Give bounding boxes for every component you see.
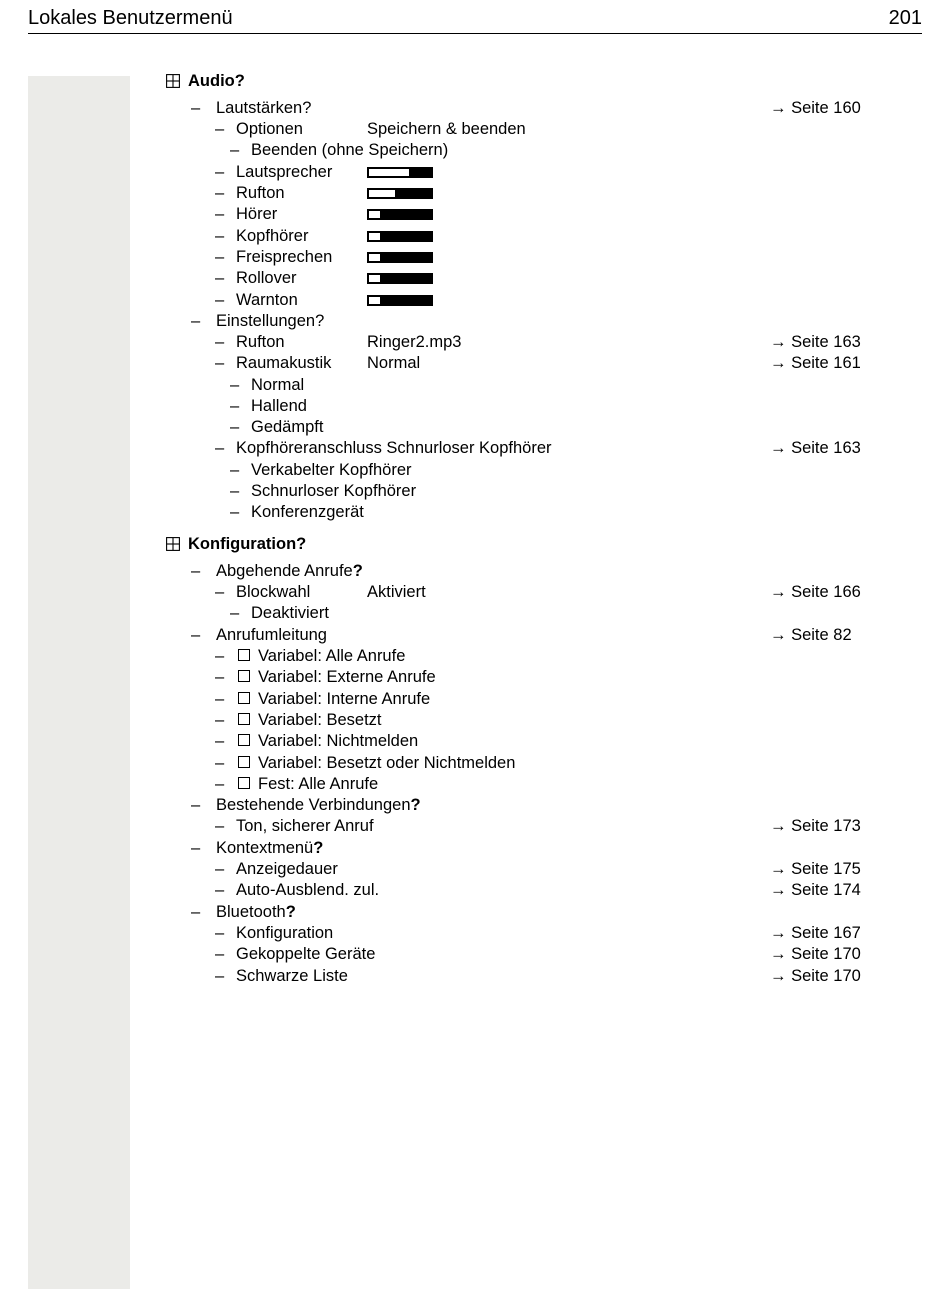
dash: – (215, 967, 225, 985)
dash: – (215, 333, 225, 351)
item-label: Variabel: Interne Anrufe (258, 690, 431, 708)
volume-bar-fill (369, 275, 380, 282)
volume-item-rufton[interactable] (0, 183, 950, 204)
dash: – (191, 312, 201, 330)
item-label: Deaktiviert (251, 604, 329, 622)
menu-item-bluetooth[interactable] (0, 902, 950, 923)
menu-item-anzeigedauer[interactable] (0, 859, 950, 880)
forward-option[interactable] (0, 667, 950, 688)
option-hallend[interactable] (0, 396, 950, 417)
dash: – (230, 418, 240, 436)
volume-bar-fill (369, 233, 380, 240)
item-label: Hörer (236, 205, 278, 223)
dash: – (215, 945, 225, 963)
item-label: Warnton (236, 291, 298, 309)
page-reference[interactable]: → Seite 174 (770, 881, 861, 899)
forward-option[interactable] (0, 646, 950, 667)
dash: – (230, 141, 240, 159)
item-label: Kopfhöreranschluss Schnurloser Kopfhörer (236, 439, 552, 457)
checkbox[interactable] (238, 756, 250, 768)
item-label: Bluetooth? (216, 903, 296, 921)
volume-item-warnton[interactable] (0, 290, 950, 311)
dash: – (191, 562, 201, 580)
item-label: Schwarze Liste (236, 967, 348, 985)
volume-item-rollover[interactable] (0, 268, 950, 289)
dash: – (191, 99, 201, 117)
option-konferenzgeraet[interactable] (0, 502, 950, 523)
volume-bar[interactable] (367, 188, 433, 199)
item-label: Konfiguration (236, 924, 334, 942)
item-label: Rollover (236, 269, 297, 287)
volume-bar[interactable] (367, 231, 433, 242)
dash: – (215, 163, 225, 181)
section-konfiguration[interactable] (0, 534, 950, 555)
volume-bar-fill (369, 211, 380, 218)
dash: – (191, 839, 201, 857)
dash: – (215, 860, 225, 878)
dash: – (215, 269, 225, 287)
volume-item-freisprechen[interactable] (0, 247, 950, 268)
item-label: Variabel: Alle Anrufe (258, 647, 406, 665)
item-label: Variabel: Besetzt (258, 711, 382, 729)
item-value: Ringer2.mp3 (367, 333, 462, 351)
forward-option[interactable] (0, 753, 950, 774)
volume-bar[interactable] (367, 167, 433, 178)
dash: – (230, 604, 240, 622)
item-label: Beenden (ohne Speichern) (251, 141, 449, 159)
dash: – (230, 461, 240, 479)
forward-option[interactable] (0, 731, 950, 752)
item-label: Abgehende Anrufe? (216, 562, 363, 580)
expand-plus-icon (166, 74, 180, 88)
dash: – (215, 817, 225, 835)
volume-item-kopfhoerer[interactable] (0, 226, 950, 247)
page-reference[interactable]: → Seite 161 (770, 354, 861, 372)
menu-item-anrufumleitung[interactable] (0, 625, 950, 646)
menu-item-einstellungen[interactable] (0, 311, 950, 332)
forward-option[interactable] (0, 774, 950, 795)
page-number: 201 (888, 7, 922, 29)
dash: – (191, 903, 201, 921)
volume-item-hoerer[interactable] (0, 204, 950, 225)
page-reference[interactable]: → Seite 175 (770, 860, 861, 878)
page-reference[interactable]: → Seite 166 (770, 583, 861, 601)
dash: – (215, 184, 225, 202)
page-reference[interactable]: → Seite 163 (770, 333, 861, 351)
checkbox[interactable] (238, 713, 250, 725)
option-gedaempft[interactable] (0, 417, 950, 438)
menu-item-bt-konfiguration[interactable] (0, 923, 950, 944)
dash: – (215, 732, 225, 750)
volume-bar-fill (369, 297, 380, 304)
dash: – (215, 881, 225, 899)
checkbox[interactable] (238, 670, 250, 682)
item-value: Aktiviert (367, 583, 426, 601)
menu-item-auto-ausblend[interactable] (0, 880, 950, 901)
expand-plus-icon (166, 537, 180, 551)
section-audio[interactable] (0, 71, 950, 92)
item-label: Anrufumleitung (216, 626, 327, 644)
dash: – (215, 248, 225, 266)
checkbox[interactable] (238, 734, 250, 746)
dash: – (191, 796, 201, 814)
item-label: Freisprechen (236, 248, 333, 266)
option-schnurlos[interactable] (0, 481, 950, 502)
dash: – (215, 690, 225, 708)
dash: – (215, 439, 225, 457)
menu-item-optionen[interactable] (0, 119, 950, 140)
section-title: Konfiguration? (188, 535, 307, 553)
page-reference[interactable]: → Seite 173 (770, 817, 861, 835)
dash: – (230, 503, 240, 521)
item-label: Anzeigedauer (236, 860, 338, 878)
item-label: Kontextmenü? (216, 839, 324, 857)
volume-item-lautsprecher[interactable] (0, 162, 950, 183)
item-label: Fest: Alle Anrufe (258, 775, 379, 793)
checkbox[interactable] (238, 692, 250, 704)
menu-item-kopfhoereranschluss[interactable] (0, 438, 950, 459)
menu-item-beenden[interactable] (0, 140, 950, 161)
item-label: Variabel: Besetzt oder Nichtmelden (258, 754, 516, 772)
volume-bar-fill (369, 254, 380, 261)
item-label: Ton, sicherer Anruf (236, 817, 374, 835)
page-reference[interactable]: → Seite 82 (770, 626, 852, 644)
menu-item-abgehende-anrufe[interactable] (0, 561, 950, 582)
menu-item-schwarze-liste[interactable] (0, 966, 950, 987)
page-reference[interactable]: → Seite 160 (770, 99, 861, 117)
item-label: Auto-Ausblend. zul. (236, 881, 380, 899)
item-label: Rufton (236, 333, 285, 351)
forward-option[interactable] (0, 689, 950, 710)
item-label: Gekoppelte Geräte (236, 945, 376, 963)
item-label: Optionen (236, 120, 303, 138)
volume-bar-fill (369, 190, 395, 197)
item-label: Schnurloser Kopfhörer (251, 482, 417, 500)
item-value: Normal (367, 354, 421, 372)
page-reference[interactable]: → Seite 170 (770, 967, 861, 985)
item-label: Lautstärken? (216, 99, 312, 117)
option-normal[interactable] (0, 375, 950, 396)
menu-item-blockwahl[interactable] (0, 582, 950, 603)
dash: – (215, 924, 225, 942)
item-label: Hallend (251, 397, 307, 415)
dash: – (215, 668, 225, 686)
item-label: Einstellungen? (216, 312, 325, 330)
volume-bar[interactable] (367, 209, 433, 220)
volume-bar[interactable] (367, 273, 433, 284)
menu-item-gekoppelte-geraete[interactable] (0, 944, 950, 965)
dash: – (215, 227, 225, 245)
item-label: Rufton (236, 184, 285, 202)
item-value: Speichern & beenden (367, 120, 526, 138)
item-label: Lautsprecher (236, 163, 333, 181)
item-label: Gedämpft (251, 418, 324, 436)
checkbox[interactable] (238, 649, 250, 661)
volume-bar[interactable] (367, 295, 433, 306)
menu-item-kontextmenue[interactable] (0, 838, 950, 859)
page-reference[interactable]: → Seite 170 (770, 945, 861, 963)
item-label: Kopfhörer (236, 227, 309, 245)
menu-item-rufton[interactable] (0, 332, 950, 353)
option-verkabelt[interactable] (0, 460, 950, 481)
item-label: Raumakustik (236, 354, 332, 372)
dash: – (215, 583, 225, 601)
dash: – (230, 397, 240, 415)
dash: – (230, 376, 240, 394)
item-label: Variabel: Nichtmelden (258, 732, 419, 750)
volume-bar[interactable] (367, 252, 433, 263)
dash: – (215, 647, 225, 665)
dash: – (215, 120, 225, 138)
menu-item-lautstaerken[interactable] (0, 98, 950, 119)
checkbox[interactable] (238, 777, 250, 789)
dash: – (215, 291, 225, 309)
section-title: Audio? (188, 72, 245, 90)
dash: – (215, 754, 225, 772)
volume-bar-fill (369, 169, 409, 176)
item-label: Konferenzgerät (251, 503, 364, 521)
page-reference[interactable]: → Seite 163 (770, 439, 861, 457)
dash: – (215, 711, 225, 729)
item-label: Verkabelter Kopfhörer (251, 461, 412, 479)
dash: – (191, 626, 201, 644)
option-deaktiviert[interactable] (0, 603, 950, 624)
item-label: Bestehende Verbindungen? (216, 796, 421, 814)
dash: – (215, 775, 225, 793)
item-label: Blockwahl (236, 583, 311, 601)
item-label: Variabel: Externe Anrufe (258, 668, 436, 686)
item-label: Normal (251, 376, 305, 394)
forward-option[interactable] (0, 710, 950, 731)
dash: – (230, 482, 240, 500)
page-title: Lokales Benutzermenü (28, 7, 233, 29)
page-reference[interactable]: → Seite 167 (770, 924, 861, 942)
menu-item-bestehende-verbindungen[interactable] (0, 795, 950, 816)
dash: – (215, 354, 225, 372)
dash: – (215, 205, 225, 223)
menu-item-ton-sicherer-anruf[interactable] (0, 816, 950, 837)
menu-item-raumakustik[interactable] (0, 353, 950, 374)
